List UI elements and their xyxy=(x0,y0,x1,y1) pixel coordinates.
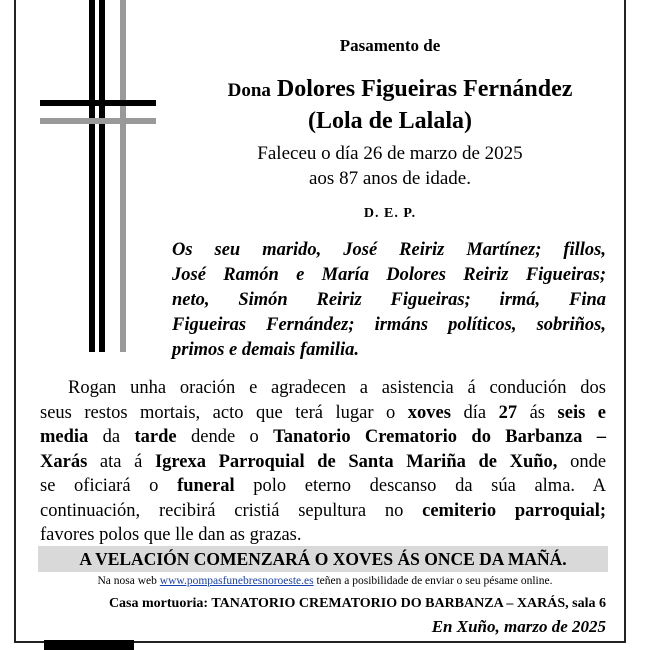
body-line: continuación, recibirá cristiá sepultura no cemiterio parroquial; xyxy=(40,500,607,521)
body-line: Rogan unha oración e agradecen a asistencia á condución dos xyxy=(68,378,606,398)
death-date: Faleceu o día 26 de marzo de 2025 xyxy=(257,143,523,164)
body-line: se oficiará o funeral polo eterno descanso da súa alma. A xyxy=(40,476,607,496)
body-line: Xarás ata á Igrexa Parroquial de Santa Mariña de Xuño, onde xyxy=(40,451,607,472)
name: Dolores Figueiras Fernández xyxy=(276,76,573,102)
body-line: media da tarde dende o Tanatorio Crematorio do Barbanza – xyxy=(40,427,606,447)
family-line: José Ramón e María Dolores Reiriz Figueiras; xyxy=(172,265,606,285)
body-line: seus restos mortais, acto que terá lugar o xoves día 27 ás seis e xyxy=(40,402,607,423)
family-line: neto, Simón Reiriz Figueiras; irmá, Fina xyxy=(172,290,606,310)
logo-fragment xyxy=(44,640,134,650)
wake-banner: A VELACIÓN COMENZARÁ O XOVES ÁS ONCE DA MAÑÁ. xyxy=(38,546,608,572)
announcement-body xyxy=(40,376,606,548)
funeral-home: Casa mortuoria: TANATORIO CREMATORIO DO BARBANZA – XARÁS, sala 6 xyxy=(108,596,606,611)
age: aos 87 anos de idade. xyxy=(309,168,471,189)
deceased-name xyxy=(160,76,640,103)
family-list xyxy=(172,238,606,363)
family-line: Figueiras Fernández; irmáns políticos, sobriños, xyxy=(172,315,606,335)
notice-title: Pasamento de xyxy=(339,36,441,55)
web-line: Na nosa web www.pompasfunebresnoroeste.es teñen a posibilidade de enviar o seu pésame online. xyxy=(97,575,553,587)
honorific: Dona xyxy=(227,80,271,101)
website-link[interactable]: www.pompasfunebresnoroeste.es xyxy=(159,575,314,587)
place-date: En Xuño, marzo de 2025 xyxy=(431,617,606,636)
family-line: primos e demais familia. xyxy=(172,340,360,360)
dep-label: D. E. P. xyxy=(363,206,417,221)
deceased-alias: (Lola de Lalala) xyxy=(307,108,472,134)
family-line: Os seu marido, José Reiriz Martínez; fillos, xyxy=(172,240,606,260)
body-line: favores polos que lle dan as grazas. xyxy=(40,525,302,545)
